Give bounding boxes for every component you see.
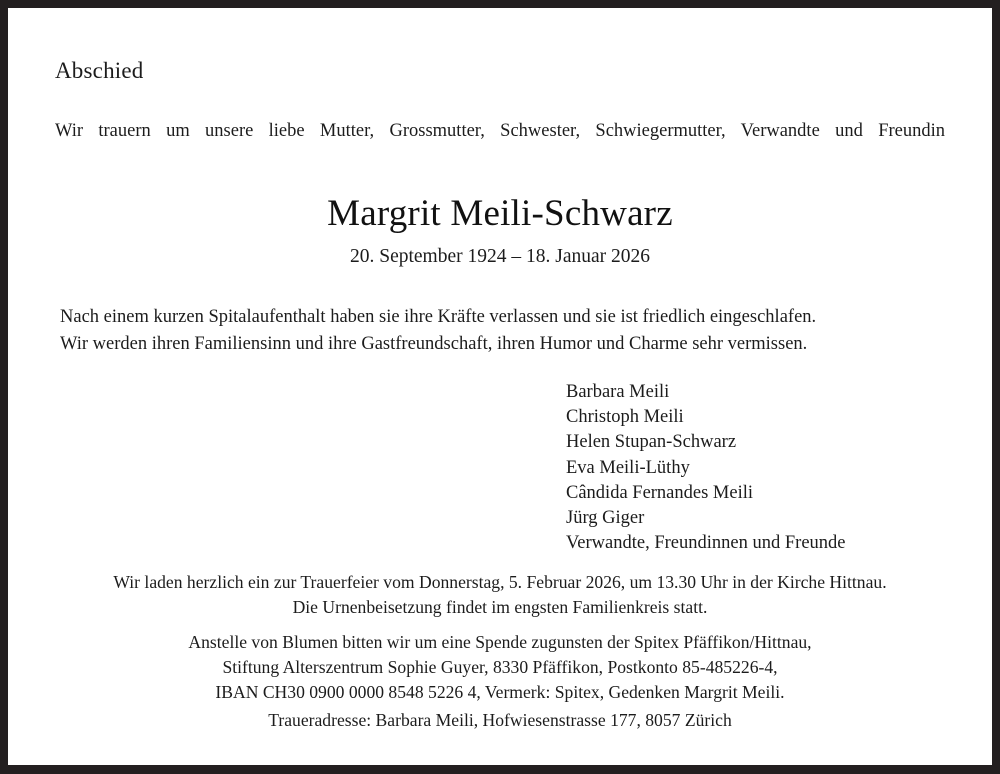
text-line: Die Urnenbeisetzung findet im engsten Familienkreis statt.	[292, 597, 708, 617]
text-line: IBAN CH30 0900 0000 8548 5226 4, Vermerk: Spitex, Gedenken Margrit Meili.	[215, 682, 785, 702]
survivors-list	[566, 380, 945, 556]
text-line: Traueradresse: Barbara Meili, Hofwiesenstrasse 177, 8057 Zürich	[268, 710, 732, 730]
text-line: Wir laden herzlich ein zur Trauerfeier vom Donnerstag, 5. Februar 2026, um 13.30 Uhr in der Kirche Hittnau.	[113, 572, 887, 592]
contact-details	[55, 708, 945, 733]
obituary-content	[55, 8, 945, 765]
text-line: Wir werden ihren Familiensinn und ihre Gastfreundschaft, ihren Humor und Charme sehr vermissen.	[60, 334, 808, 354]
survivor-name-2: Helen Stupan-Schwarz	[566, 432, 737, 453]
survivor-name-0: Barbara Meili	[566, 382, 670, 402]
survivor-name-1: Christoph Meili	[566, 407, 684, 428]
intro-paragraph: Wir trauern um unsere liebe Mutter, Grossmutter, Schwester, Schwiegermutter, Verwandte und Freundin	[55, 121, 945, 141]
obituary-page	[8, 8, 992, 765]
donation-details	[55, 630, 945, 705]
text-line: Nach einem kurzen Spitalaufenthalt haben sie ihre Kräfte verlassen und sie ist friedlich eingeschlafen.	[60, 307, 817, 327]
eulogy-paragraph	[60, 304, 945, 358]
deceased-dates: 20. September 1924 – 18. Januar 2026	[349, 246, 651, 267]
notice-kicker: Abschied	[55, 58, 144, 83]
text-line: Anstelle von Blumen bitten wir um eine Spende zugunsten der Spitex Pfäffikon/Hittnau,	[188, 632, 812, 652]
ceremony-details	[55, 570, 945, 620]
deceased-name-block	[55, 191, 945, 270]
deceased-name: Margrit Meili-Schwarz	[327, 193, 673, 234]
survivor-name-6: Verwandte, Freundinnen und Freunde	[566, 533, 846, 554]
survivor-name-4: Cândida Fernandes Meili	[566, 482, 754, 503]
survivor-name-5: Jürg Giger	[566, 508, 645, 529]
text-line: Stiftung Alterszentrum Sophie Guyer, 8330 Pfäffikon, Postkonto 85-485226-4,	[222, 657, 778, 677]
survivor-name-3: Eva Meili-Lüthy	[566, 457, 690, 478]
